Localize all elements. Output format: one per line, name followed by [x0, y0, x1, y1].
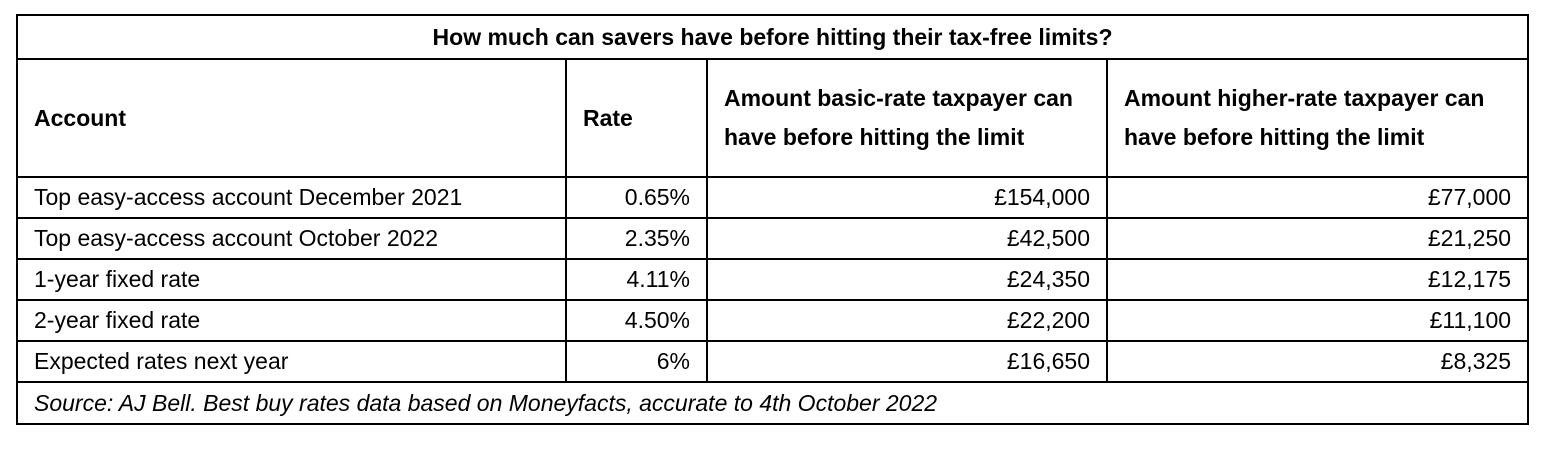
- rate-cell: 6%: [566, 341, 707, 382]
- basic-amount-cell: £22,200: [707, 300, 1107, 341]
- header-account: Account: [17, 59, 566, 177]
- account-cell: Top easy-access account October 2022: [17, 218, 566, 259]
- basic-amount-cell: £24,350: [707, 259, 1107, 300]
- table-title: How much can savers have before hitting their tax-free limits?: [17, 15, 1528, 59]
- basic-amount-cell: £154,000: [707, 177, 1107, 218]
- account-cell: Top easy-access account December 2021: [17, 177, 566, 218]
- rate-cell: 0.65%: [566, 177, 707, 218]
- basic-amount-cell: £42,500: [707, 218, 1107, 259]
- rate-cell: 4.50%: [566, 300, 707, 341]
- basic-amount-cell: £16,650: [707, 341, 1107, 382]
- source-note: Source: AJ Bell. Best buy rates data based on Moneyfacts, accurate to 4th October 2022: [17, 382, 1528, 424]
- account-cell: Expected rates next year: [17, 341, 566, 382]
- higher-amount-cell: £12,175: [1107, 259, 1528, 300]
- higher-amount-cell: £11,100: [1107, 300, 1528, 341]
- table-row: [17, 300, 1528, 341]
- higher-amount-cell: £77,000: [1107, 177, 1528, 218]
- header-basic-rate-amount: Amount basic-rate taxpayer can have before hitting the limit: [707, 59, 1107, 177]
- account-cell: 1-year fixed rate: [17, 259, 566, 300]
- title-row: [17, 15, 1528, 59]
- table-row: [17, 177, 1528, 218]
- table-row: [17, 218, 1528, 259]
- higher-amount-cell: £8,325: [1107, 341, 1528, 382]
- source-row: [17, 382, 1528, 424]
- header-higher-rate-amount: Amount higher-rate taxpayer can have before hitting the limit: [1107, 59, 1528, 177]
- account-cell: 2-year fixed rate: [17, 300, 566, 341]
- savings-table: [16, 14, 1529, 425]
- header-rate: Rate: [566, 59, 707, 177]
- rate-cell: 4.11%: [566, 259, 707, 300]
- header-row: [17, 59, 1528, 177]
- table-row: [17, 259, 1528, 300]
- rate-cell: 2.35%: [566, 218, 707, 259]
- higher-amount-cell: £21,250: [1107, 218, 1528, 259]
- table-row: [17, 341, 1528, 382]
